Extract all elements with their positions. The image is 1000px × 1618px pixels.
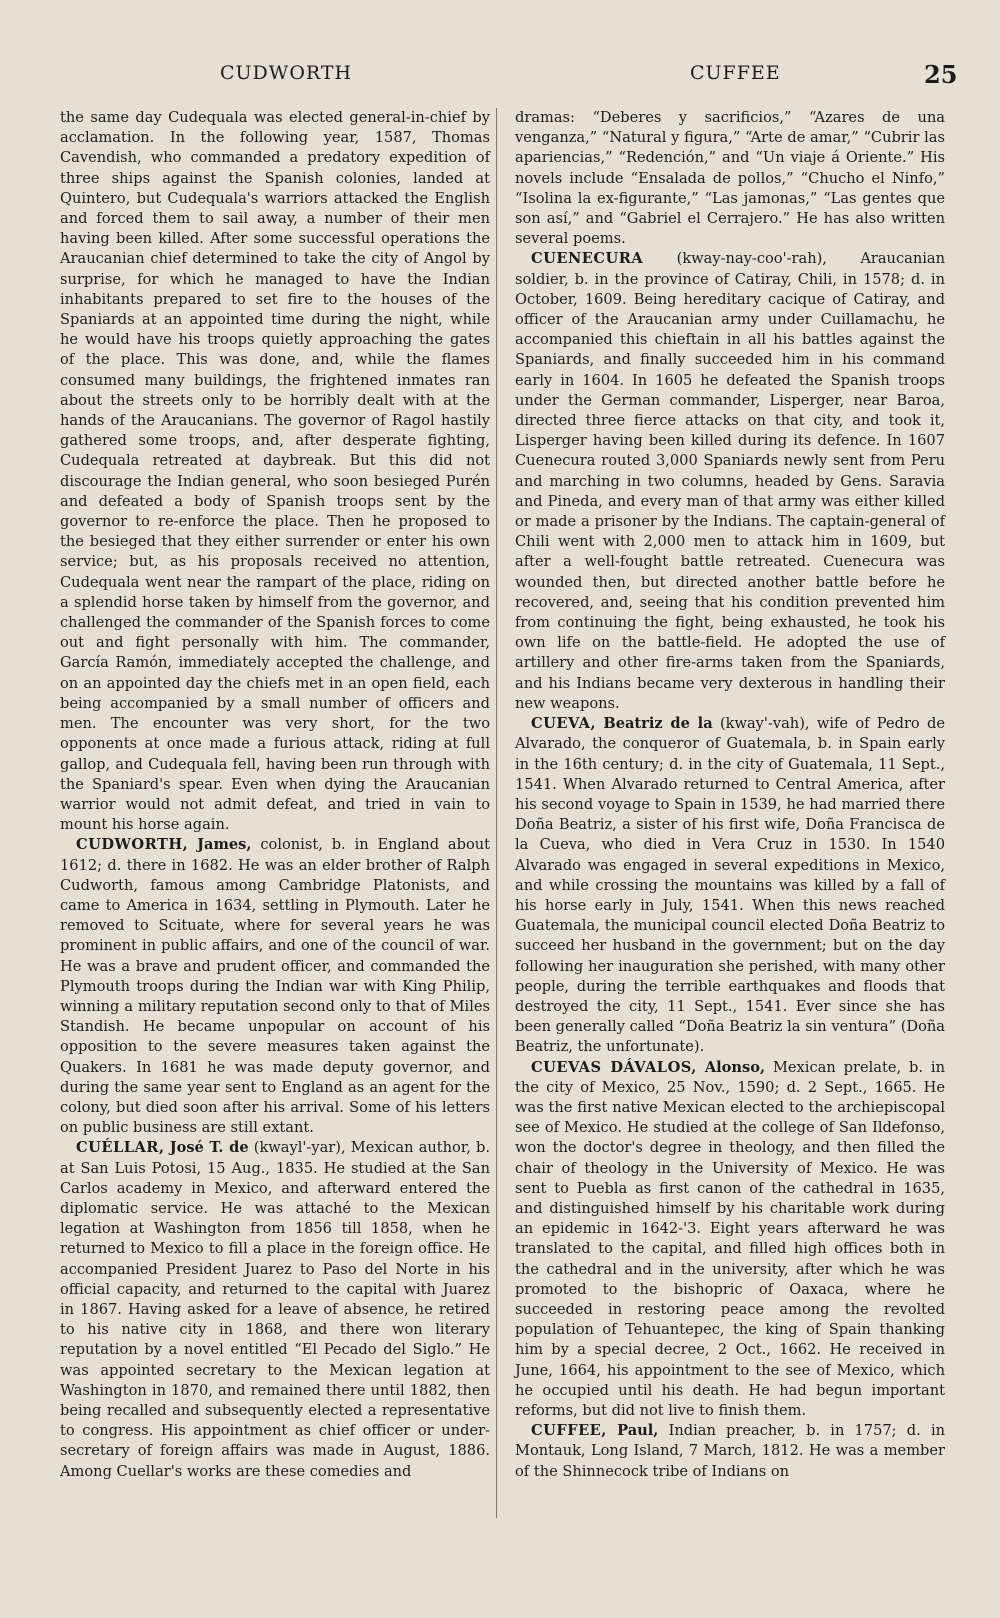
right-column bbox=[515, 108, 945, 1482]
entry-cudworth-name: James, bbox=[197, 836, 252, 854]
entry-cueva-text: (kway'-vah), wife of Pedro de Alvarado, the conqueror of Guatemala, b. in Spain early in the 16th century; d. in the city of Guatemala, 11 Sept., 1541. When Alvarado returned to Central America, after his second voyage to Spain in 1539, he had married there Doña Beatriz, a sister of his first wife, Doña Francisca de la Cueva, who died in Vera Cruz in 1530. In 1540 Alvarado was engaged in several expeditions in Mexico, and while crossing the mountains was killed by a fall of his horse early in July, 1541. When this news reached Guatemala, the municipal council elected Doña Beatriz to succeed her husband in the government; but on the day following her inauguration she perished, with many other people, during the terrible earthquakes and floods that destroyed the city, 11 Sept., 1541. Ever since she has been generally called “Doña Beatriz la sin ventura” (Doña Beatriz, the unfortunate). bbox=[515, 715, 945, 1056]
header-left-word: CUDWORTH bbox=[220, 62, 353, 84]
cuellar-continuation: dramas: “Deberes y sacrificios,” “Azares de una venganza,” “Natural y figura,” “Arte de amar,” “Cubrir las apariencias,” “Redención,” and “Un viaje á Oriente.” His novels include “Ensalada de pollos,” “Chucho el Ninfo,” “Isolina la ex-figurante,” “Las jamonas,” “Las gentes que son así,” and “Gabriel el Cerrajero.” He has also written several poems. bbox=[515, 109, 945, 248]
entry-cuffee bbox=[515, 1421, 945, 1482]
entry-cuevas-name: Alonso, bbox=[704, 1058, 766, 1076]
entry-cuevas-davalos bbox=[515, 1058, 945, 1422]
entry-cuenecura bbox=[515, 249, 945, 714]
entry-cueva-headword: CUEVA, bbox=[531, 715, 597, 733]
entry-cudworth-headword: CUDWORTH, bbox=[76, 836, 189, 854]
running-header bbox=[0, 62, 1000, 92]
entry-cueva-name: Beatriz de la bbox=[603, 715, 713, 733]
left-column bbox=[60, 108, 490, 1482]
entry-cuffee-name: Paul, bbox=[617, 1422, 659, 1440]
page-number: 25 bbox=[924, 60, 958, 89]
entry-cudworth-text: colonist, b. in England about 1612; d. there in 1682. He was an elder brother of Ralph Cudworth, famous among Cambridge Platonists, and came to America in 1634, settling in Plymouth. Later he removed to Scituate, where for several years he was prominent in public affairs, and one of the council of war. He was a brave and prudent officer, and commanded the Plymouth troops during the Indian war with King Philip, winning a military reputation second only to that of Miles Standish. He became unpopular on account of his opposition to the severe measures taken against the Quakers. In 1681 he was made deputy governor, and during the same year sent to England as an agent for the colony, but died soon after his arrival. Some of his letters on public business are still extant. bbox=[60, 836, 491, 1137]
entry-cuellar bbox=[60, 1138, 490, 1481]
entry-cuellar-headword: CUÉLLAR, bbox=[76, 1139, 165, 1157]
entry-cuffee-headword: CUFFEE, bbox=[531, 1422, 607, 1440]
entry-cuenecura-text: (kway-nay-coo'-rah), Araucanian soldier, b. in the province of Catiray, Chili, in 1578; d. in October, 1609. Being hereditary cacique of Catiray, and officer of the Araucanian army under Cuillamachu, he accompanied this chieftain in all his battles against the Spaniards, and finally succeeded him in his command early in 1604. In 1605 he defeated the Spanish troops under the German commander, Lisperger, near Baroa, directed three fierce attacks on that city, and took it, Lisperger having been killed during its defence. In 1607 Cuenecura routed 3,000 Spaniards newly sent from Peru and marching in two columns, headed by Gens. Saravia and Pineda, and every man of that army was either killed or made a prisoner by the Indians. The captain-general of Chili went with 2,000 men to attack him in 1609, but after a well-fought battle retreated. Cuenecura was wounded then, but directed another battle before he recovered, and, seeing that his condition prevented him from continuing the fight, being exhausted, he took his own life on the battle-field. He adopted the use of artillery and other fire-arms taken from the Spaniards, and his Indians became very dexterous in handling their new weapons. bbox=[515, 250, 945, 712]
entry-cuenecura-headword: CUENECURA bbox=[531, 250, 644, 268]
entry-cuffee-text: Indian preacher, b. in 1757; d. in Montauk, Long Island, 7 March, 1812. He was a member of the Shinnecock tribe of Indians on bbox=[515, 1422, 946, 1480]
entry-cuellar-text: (kwayl'-yar), Mexican author, b. at San Luis Potosi, 15 Aug., 1835. He studied at the San Carlos academy in Mexico, and afterward entered the diplomatic service. He was attaché to the Mexican legation at Washington from 1856 till 1858, when he returned to Mexico to fill a place in the foreign office. He accompanied President Juarez to Paso del Norte in his official capacity, and returned to the capital with Juarez in 1867. Having asked for a leave of absence, he retired to his native city in 1868, and there won literary reputation by a novel entitled “El Pecado del Siglo.” He was appointed secretary to the Mexican legation at Washington in 1870, and remained there until 1882, then being recalled and subsequently elected a representative to congress. His appointment as chief officer or under-secretary of foreign affairs was made in August, 1886. Among Cuellar's works are these comedies and bbox=[60, 1139, 490, 1480]
entry-cuevas-text: Mexican prelate, b. in the city of Mexico, 25 Nov., 1590; d. 2 Sept., 1665. He was the first native Mexican elected to the archiepiscopal see of Mexico. He studied at the college of San Ildefonso, won the doctor's degree in theology, and then filled the chair of theology in the University of Mexico. He was sent to Puebla as first canon of the cathedral in 1635, and distinguished himself by his charitable work during an epidemic in 1642-'3. Eight years afterward he was translated to the capital, and filled high offices both in the cathedral and in the university, after which he was promoted to the bishopric of Oaxaca, where he succeeded in restoring peace among the revolted population of Tehuantepec, the king of Spain thanking him by a special decree, 2 Oct., 1662. He received in June, 1664, his appointment to the see of Mexico, which he occupied until his death. He had begun important reforms, but did not live to finish them. bbox=[515, 1058, 945, 1419]
entry-cuevas-headword: CUEVAS DÁVALOS, bbox=[531, 1058, 697, 1076]
entry-cuellar-name: José T. de bbox=[169, 1139, 249, 1157]
entry-cueva bbox=[515, 714, 945, 1057]
cudequala-continuation: the same day Cudequala was elected general-in-chief by acclamation. In the following year, 1587, Thomas Cavendish, who commanded a predatory expedition of three ships against the Spanish colonies, landed at Quintero, but Cudequala's warriors attacked the English and forced them to sail away, a number of their men having been killed. After some successful operations the Araucanian chief determined to take the city of Angol by surprise, for which he managed to have the Indian inhabitants prepared to set fire to the houses of the Spaniards at an appointed time during the night, while he would have his troops quietly approaching the gates of the place. This was done, and, while the flames consumed many buildings, the frightened inmates ran about the streets only to be horribly dealt with at the hands of the Araucanians. The governor of Ragol hastily gathered some troops, and, after desperate fighting, Cudequala retreated at daybreak. But this did not discourage the Indian general, who soon besieged Purén and defeated a body of Spanish troops sent by the governor to re-enforce the place. Then he proposed to the besieged that they either surrender or enter his own service; but, as his proposals received no attention, Cudequala went near the rampart of the place, riding on a splendid horse taken by himself from the governor, and challenged the commander of the Spanish forces to come out and fight personally with him. The commander, García Ramón, immediately accepted the challenge, and on an appointed day the chiefs met in an open field, each being accompanied by a small number of officers and men. The encounter was very short, for the two opponents at once made a furious attack, riding at full gallop, and Cudequala fell, having been run through with the Spaniard's spear. Even when dying the Araucanian warrior would not admit defeat, and tried in vain to mount his horse again. bbox=[60, 109, 490, 834]
header-right-word: CUFFEE bbox=[690, 62, 781, 84]
entry-cudworth bbox=[60, 835, 490, 1138]
column-divider bbox=[496, 108, 497, 1518]
